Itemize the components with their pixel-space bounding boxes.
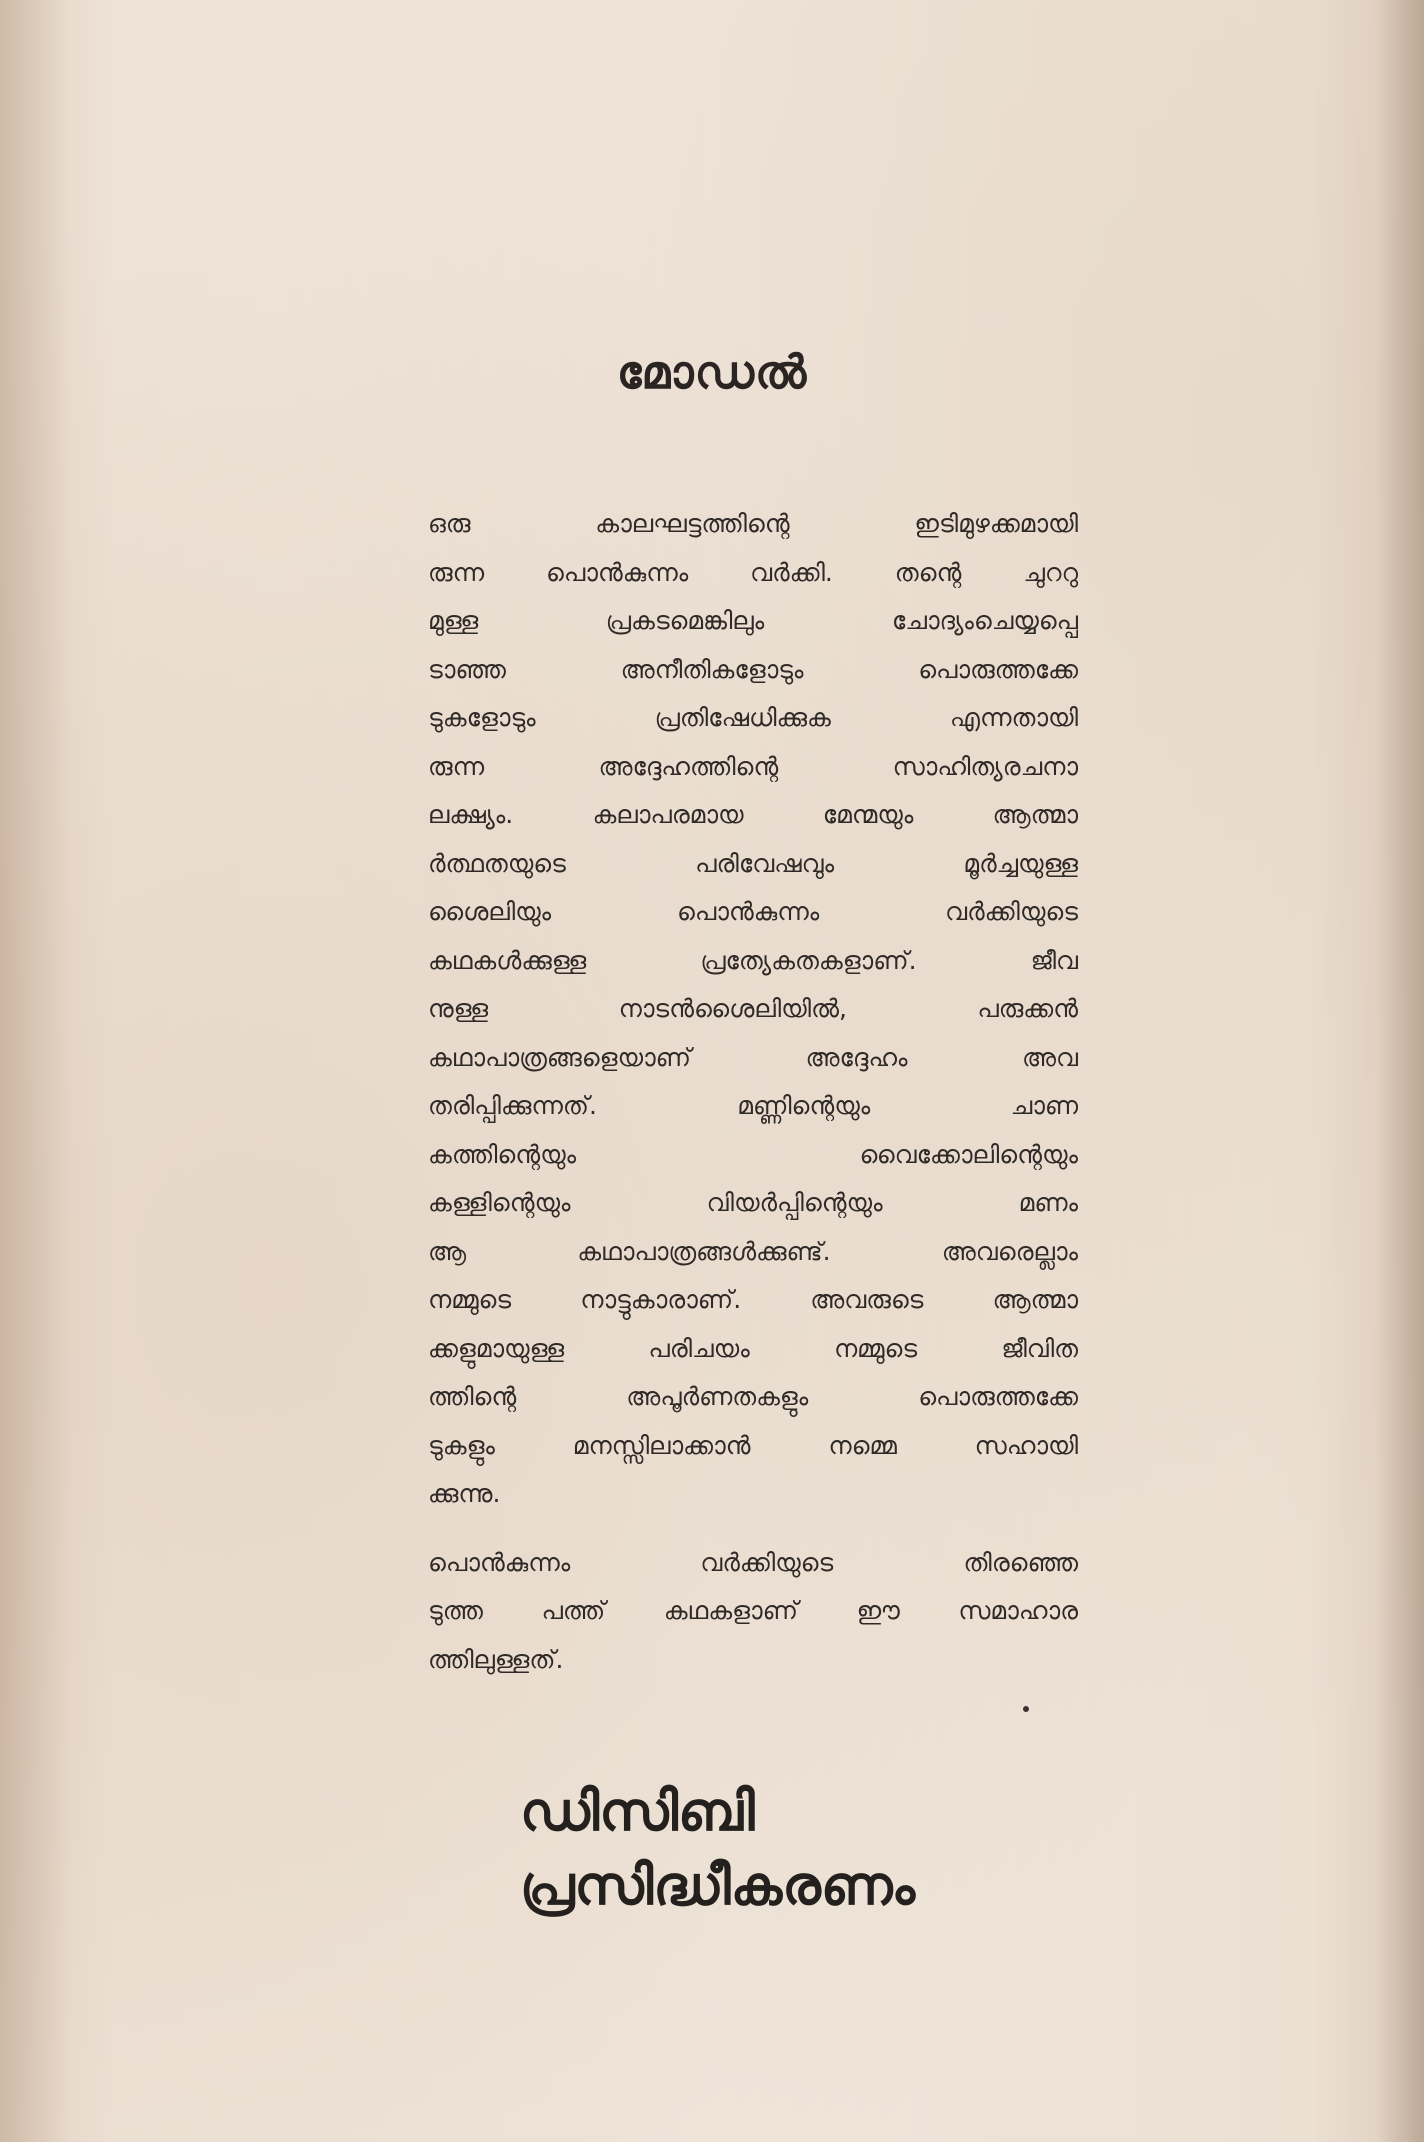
publisher-name: ഡിസിബി xyxy=(520,1780,755,1843)
text-line: കള്ളിന്റെയും വിയർപ്പിന്റെയും മണം xyxy=(428,1188,1078,1217)
text-line: കഥാപാത്രങ്ങളെയാണ് അദ്ദേഹം അവ xyxy=(428,1042,1078,1072)
text-line: ആ കഥാപാത്രങ്ങൾക്കുണ്ട്. അവരെല്ലാം xyxy=(428,1236,1078,1266)
text-line: മുള്ള പ്രകടമെങ്കിലും ചോദ്യംചെയ്യപ്പെ xyxy=(428,606,1078,635)
text-line: ത്തിലുള്ളത്. xyxy=(428,1644,564,1674)
text-line: പൊൻകുന്നം വർക്കിയുടെ തിരഞ്ഞെ xyxy=(428,1547,1078,1577)
book-title: മോഡൽ xyxy=(616,345,808,399)
text-line: ശൈലിയും പൊൻകുന്നം വർക്കിയുടെ xyxy=(428,897,1078,926)
text-line: ടുകളോടും പ്രതിഷേധിക്കുക എന്നതായി xyxy=(428,703,1078,732)
ink-dot xyxy=(1023,1706,1029,1712)
page-edge-shadow-right xyxy=(1376,0,1424,2142)
text-line: ടുകളും മനസ്സിലാക്കാൻ നമ്മെ സഹായി xyxy=(428,1430,1078,1460)
blurb-text xyxy=(428,500,1078,1704)
blurb-paragraph-2 xyxy=(428,1539,1078,1685)
text-line: ക്കുന്നു. xyxy=(428,1479,501,1508)
text-line: ത്തിന്റെ അപൂർണതകളും പൊരുത്തക്കേ xyxy=(428,1382,1078,1411)
text-line: നുള്ള നാടൻശൈലിയിൽ, പരുക്കൻ xyxy=(428,994,1078,1023)
publisher-imprint xyxy=(520,1778,1120,1926)
text-line: ലക്ഷ്യം. കലാപരമായ മേന്മയും ആത്മാ xyxy=(428,800,1078,829)
page-edge-shadow-left xyxy=(0,0,70,2142)
text-line: കഥകൾക്കുള്ള പ്രത്യേകതകളാണ്. ജീവ xyxy=(428,945,1078,975)
text-line: ടാഞ്ഞ അനീതികളോടും പൊരുത്തക്കേ xyxy=(428,654,1078,684)
text-line: രുന്ന അദ്ദേഹത്തിന്റെ സാഹിത്യരചനാ xyxy=(428,751,1078,781)
text-line: രുന്ന പൊൻകുന്നം വർക്കി. തന്റെ ചുററു xyxy=(428,557,1078,587)
blurb-paragraph-1 xyxy=(428,500,1078,1519)
text-line: കത്തിന്റെയും വൈക്കോലിന്റെയും xyxy=(428,1139,1078,1169)
text-line: നമ്മുടെ നാട്ടുകാരാണ്. അവരുടെ ആത്മാ xyxy=(428,1285,1078,1314)
text-line: ക്കളുമായുള്ള പരിചയം നമ്മുടെ ജീവിത xyxy=(428,1333,1078,1363)
text-line: തരിപ്പിക്കുന്നത്. മണ്ണിന്റെയും ചാണ xyxy=(428,1091,1078,1120)
publisher-tagline: പ്രസിദ്ധീകരണം xyxy=(520,1854,916,1917)
text-line: ടുത്ത പത്ത് കഥകളാണ് ഈ സമാഹാര xyxy=(428,1596,1078,1625)
text-line: ഒരു കാലഘട്ടത്തിന്റെ ഇടിമുഴക്കമായി xyxy=(428,509,1078,538)
text-line: ർത്ഥതയുടെ പരിവേഷവും മൂർച്ചയുള്ള xyxy=(428,848,1078,878)
